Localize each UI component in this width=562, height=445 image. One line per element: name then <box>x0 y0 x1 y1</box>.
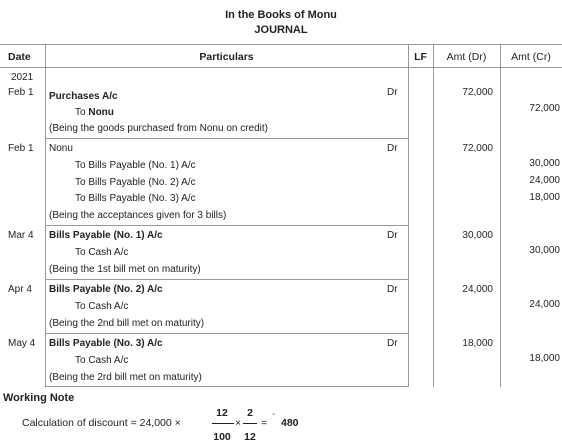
amount-credit: 30,000 <box>529 158 560 169</box>
fraction-2-denominator: 12 <box>244 431 256 443</box>
amount-credit: 72,000 <box>529 103 560 114</box>
fraction-1-denominator: 100 <box>213 431 231 443</box>
narration: (Being the acceptances given for 3 bills) <box>49 210 227 221</box>
particulars-column-divider <box>408 44 409 387</box>
narration: (Being the 2nd bill met on maturity) <box>49 318 205 329</box>
amt-dr-column-divider <box>500 44 501 387</box>
amount-credit: 18,000 <box>529 192 560 203</box>
credit-account: To Bills Payable (No. 1) A/c <box>75 160 196 171</box>
narration: (Being the 2rd bill met on maturity) <box>49 372 202 383</box>
header-lf: LF <box>414 51 427 63</box>
header-amt-cr: Amt (Cr) <box>511 51 551 63</box>
entry-separator <box>45 138 408 139</box>
entry-date: Feb 1 <box>8 143 34 154</box>
amount-debit: 72,000 <box>462 143 493 154</box>
equals-sign: = <box>261 417 268 429</box>
amount-credit: 24,000 <box>529 175 560 186</box>
amount-credit: 24,000 <box>529 299 560 310</box>
amount-debit: 18,000 <box>462 338 493 349</box>
journal-title: JOURNAL <box>254 24 308 36</box>
fraction-2-bar <box>243 423 257 424</box>
times-sign: × <box>235 417 242 429</box>
entry-date-year: 2021 <box>11 72 34 83</box>
narration: (Being the 1st bill met on maturity) <box>49 264 201 275</box>
entry-separator <box>45 279 408 280</box>
credit-account: To Cash A/c <box>75 247 129 258</box>
amount-credit: 18,000 <box>529 353 560 364</box>
fraction-1-numerator: 12 <box>216 407 228 419</box>
discount-calculation-label: Calculation of discount = 24,000 × <box>22 417 181 429</box>
date-column-divider <box>45 44 46 387</box>
dr-mark: Dr <box>387 230 398 241</box>
header-amt-dr: Amt (Dr) <box>446 51 487 63</box>
header-bottom-border <box>0 67 562 68</box>
currency-symbol: ` <box>272 412 276 424</box>
entry-separator <box>45 386 408 387</box>
debit-account: Bills Payable (No. 2) A/c <box>49 284 163 295</box>
working-note-title: Working Note <box>3 392 75 404</box>
narration: (Being the goods purchased from Nonu on credit) <box>49 123 269 134</box>
credit-account: To Cash A/c <box>75 301 129 312</box>
dr-mark: Dr <box>387 284 398 295</box>
debit-account: Bills Payable (No. 1) A/c <box>49 230 163 241</box>
header-date: Date <box>8 51 31 63</box>
dr-mark: Dr <box>387 87 398 98</box>
entry-date: Mar 4 <box>8 230 34 241</box>
discount-result: 480 <box>281 417 299 429</box>
dr-mark: Dr <box>387 143 398 154</box>
amount-credit: 30,000 <box>529 245 560 256</box>
book-title: In the Books of Monu <box>225 9 337 21</box>
amount-debit: 72,000 <box>462 87 493 98</box>
entry-separator <box>45 333 408 334</box>
fraction-2-numerator: 2 <box>247 407 253 419</box>
credit-account: To Bills Payable (No. 3) A/c <box>75 193 196 204</box>
entry-separator <box>45 225 408 226</box>
header-particulars: Particulars <box>199 51 254 63</box>
credit-account: To Nonu <box>75 107 114 118</box>
credit-account: To Bills Payable (No. 2) A/c <box>75 177 196 188</box>
entry-date: May 4 <box>8 338 36 349</box>
fraction-1-bar <box>212 423 234 424</box>
entry-date: Feb 1 <box>8 87 34 98</box>
debit-account: Bills Payable (No. 3) A/c <box>49 338 163 349</box>
entry-date: Apr 4 <box>8 284 32 295</box>
debit-account: Nonu <box>49 143 73 154</box>
credit-account: To Cash A/c <box>75 355 129 366</box>
amount-debit: 24,000 <box>462 284 493 295</box>
amount-debit: 30,000 <box>462 230 493 241</box>
debit-account: Purchases A/c <box>49 91 118 102</box>
dr-mark: Dr <box>387 338 398 349</box>
table-top-border <box>0 44 562 45</box>
